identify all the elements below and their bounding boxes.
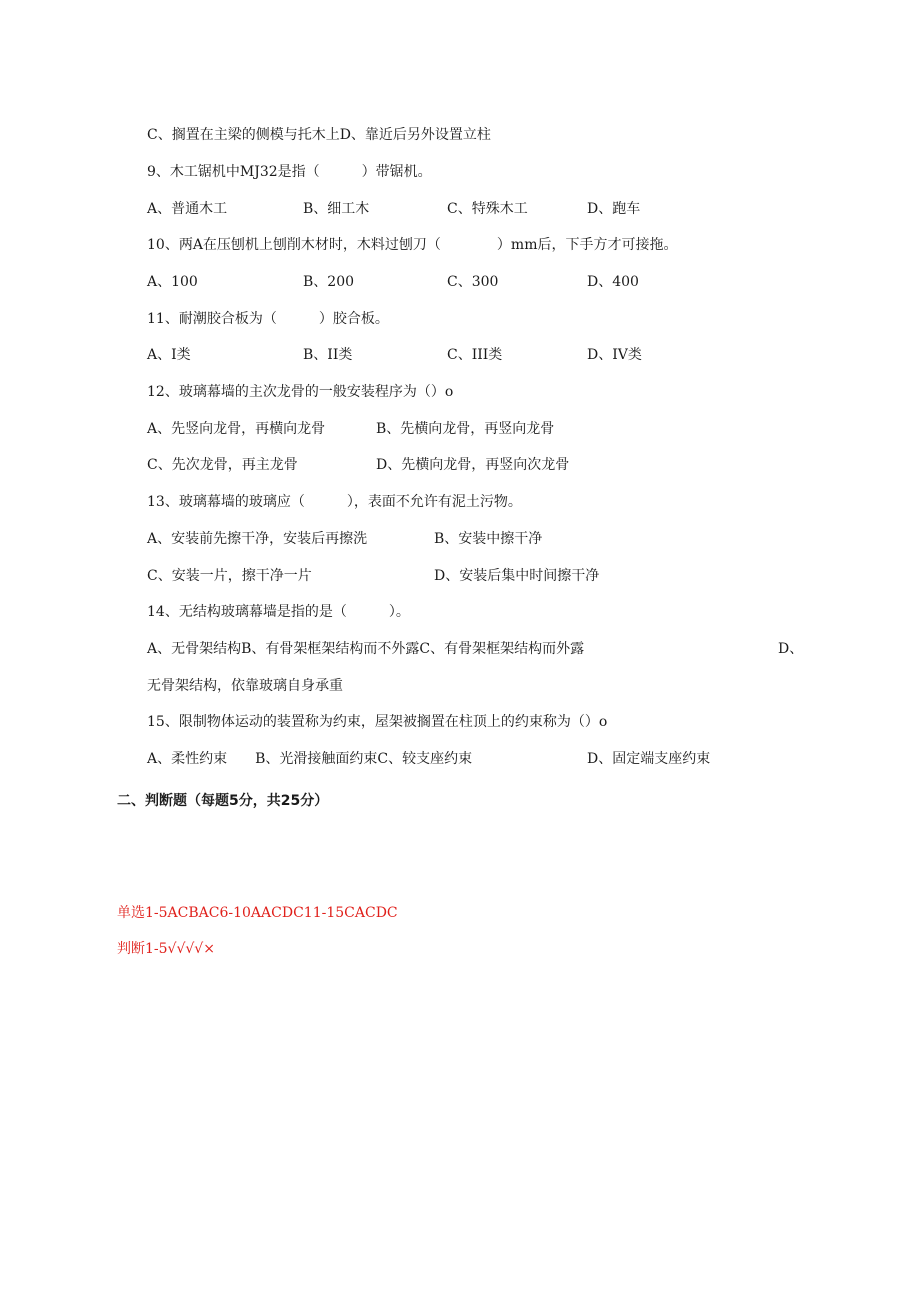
question-11-option-c: C、III类 <box>447 347 503 363</box>
question-11-option-b: B、II类 <box>303 347 353 363</box>
question-11-option-d: D、IV类 <box>587 347 642 363</box>
question-10-option-b: B、200 <box>303 274 355 290</box>
question-13-option-a: A、安装前先擦干净，安装后再擦洗 <box>147 531 368 547</box>
question-13-option-d: D、安装后集中时间擦干净 <box>434 568 600 584</box>
question-10-option-d: D、400 <box>587 274 639 290</box>
question-15-options-abc: A、柔性约束 B、光滑接触面约束C、较支座约束 <box>147 751 473 767</box>
question-14-options-abc: A、无骨架结构B、有骨架框架结构而不外露C、有骨架框架结构而外露 <box>147 641 585 657</box>
question-10-stem: 10、两A在压刨机上刨削木材时，木料过刨刀（ ）mm后，下手方才可接拖。 <box>147 237 678 253</box>
section-2-heading: 二、判断题（每题5分，共25分） <box>117 793 329 809</box>
question-9-option-a: A、普通木工 <box>147 201 228 217</box>
question-10-option-c: C、300 <box>447 274 499 290</box>
question-11-stem: 11、耐潮胶合板为（ ）胶合板。 <box>147 311 389 327</box>
question-12-stem: 12、玻璃幕墙的主次龙骨的一般安装程序为（）o <box>147 384 454 400</box>
question-15-stem: 15、限制物体运动的装置称为约束，屋架被搁置在柱顶上的约束称为（）o <box>147 714 608 730</box>
answer-key-single-choice: 单选1-5ACBAC6-10AACDC11-15CACDC <box>117 905 398 921</box>
question-12-option-a: A、先竖向龙骨，再横向龙骨 <box>147 421 326 437</box>
question-8-option-cd: C、搁置在主梁的侧模与托木上D、靠近后另外设置立柱 <box>147 127 491 143</box>
question-12-option-b: B、先横向龙骨，再竖向龙骨 <box>376 421 555 437</box>
question-9-option-d: D、跑车 <box>587 201 641 217</box>
question-14-stem: 14、无结构玻璃幕墙是指的是（ ）。 <box>147 604 410 620</box>
question-12-option-d: D、先横向龙骨，再竖向次龙骨 <box>376 457 570 473</box>
question-11-option-a: A、I类 <box>147 347 191 363</box>
question-9-stem: 9、木工锯机中MJ32是指（ ）带锯机。 <box>147 164 432 180</box>
question-13-option-b: B、安装中擦干净 <box>434 531 543 547</box>
question-12-option-c: C、先次龙骨，再主龙骨 <box>147 457 298 473</box>
question-13-option-c: C、安装一片，擦干净一片 <box>147 568 312 584</box>
question-14-option-d-label: D、 <box>778 641 804 657</box>
question-10-option-a: A、100 <box>147 274 198 290</box>
question-9-option-b: B、细工木 <box>303 201 370 217</box>
question-13-stem: 13、玻璃幕墙的玻璃应（ ），表面不允许有泥土污物。 <box>147 494 522 510</box>
answer-key-judgement: 判断1-5√√√√× <box>117 941 215 957</box>
question-14-option-d-text: 无骨架结构，依靠玻璃自身承重 <box>147 678 343 694</box>
question-15-option-d: D、固定端支座约束 <box>587 751 711 767</box>
question-9-option-c: C、特殊木工 <box>447 201 528 217</box>
